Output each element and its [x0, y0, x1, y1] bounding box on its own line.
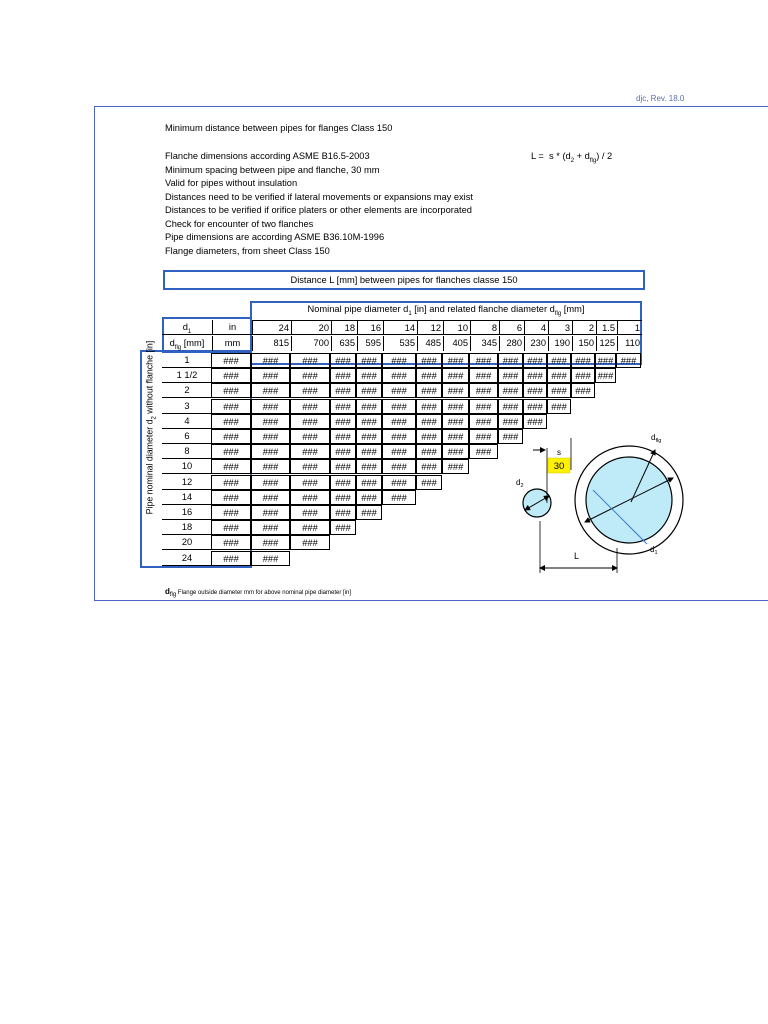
revision-label: djc, Rev. 18.0 — [636, 94, 685, 103]
distance-cell: ### — [382, 459, 416, 474]
pipe-spacing-diagram — [505, 428, 695, 578]
dflg-sub: flg — [655, 438, 662, 444]
distance-cell: ### — [523, 383, 547, 398]
distance-cell: ### — [382, 368, 416, 383]
distance-cell: ### — [442, 353, 469, 368]
note-item: Valid for pipes without insulation — [165, 178, 298, 188]
distance-cell: ### — [290, 535, 330, 550]
distance-cell: ### — [330, 429, 356, 444]
distance-cell: ### — [571, 383, 595, 398]
d1-header — [162, 320, 212, 335]
distance-cell: ### — [330, 383, 356, 398]
flange-diameter-header: 485 — [417, 336, 443, 351]
formula-sub-2: 2 — [570, 157, 575, 164]
distance-cell: ### — [547, 368, 571, 383]
note-item: Minimum spacing between pipe and flanche, 30 mm — [165, 164, 380, 175]
distance-cell: ### — [290, 368, 330, 383]
distance-cell: ### — [498, 429, 523, 444]
distance-cell: ### — [469, 368, 498, 383]
table-banner: Distance L [mm] between pipes for flanches classe 150 — [163, 270, 645, 290]
distance-cell: ### — [442, 399, 469, 414]
page-title: Minimum distance between pipes for flanges Class 150 — [165, 123, 393, 133]
row-axis-sub: 2 — [151, 416, 158, 420]
distance-cell: ### — [356, 475, 382, 490]
distance-cell: ### — [382, 429, 416, 444]
distance-cell: ### — [416, 459, 442, 474]
distance-cell: ### — [211, 459, 251, 474]
pipe-size-header: 18 — [331, 320, 357, 335]
distance-cell: ### — [290, 505, 330, 520]
distance-cell: ### — [523, 399, 547, 414]
distance-cell: ### — [469, 444, 498, 459]
pipe-size-header: 4 — [524, 320, 548, 335]
dflg-text: d — [169, 338, 175, 348]
distance-cell: ### — [251, 535, 290, 550]
formula-sub-flg: flg — [589, 157, 597, 164]
row-label: 8 — [162, 444, 212, 459]
distance-cell: ### — [442, 444, 469, 459]
flange-diameter-header: 405 — [443, 336, 470, 351]
row-label: 18 — [162, 520, 212, 535]
formula-plus: + d — [574, 151, 590, 161]
distance-cell: ### — [330, 505, 356, 520]
footnote-text: Flange outside diameter mm for above nominal pipe diameter [in] — [176, 590, 351, 596]
distance-cell: ### — [498, 368, 523, 383]
distance-cell: ### — [469, 383, 498, 398]
note-item: Flange diameters, from sheet Class 150 — [165, 245, 330, 256]
d2-sub: 2 — [520, 483, 524, 489]
distance-cell: ### — [442, 414, 469, 429]
row-label: 10 — [162, 459, 212, 474]
d2-label — [516, 478, 524, 489]
distance-cell: ### — [442, 429, 469, 444]
distance-cell: ### — [251, 490, 290, 505]
row-axis-text: Pipe nominal diameter d — [144, 419, 155, 515]
distance-cell: ### — [547, 399, 571, 414]
note-item: Pipe dimensions are according ASME B36.10M-1996 — [165, 232, 385, 242]
pipe-size-header: 16 — [357, 320, 383, 335]
distance-cell: ### — [356, 353, 382, 368]
distance-cell: ### — [571, 368, 595, 383]
nominal-end-text: [mm] — [561, 304, 585, 314]
distance-cell: ### — [416, 444, 442, 459]
distance-cell: ### — [211, 353, 251, 368]
distance-cell: ### — [211, 368, 251, 383]
distance-cell: ### — [290, 399, 330, 414]
distance-cell: ### — [290, 353, 330, 368]
d1-sub: 1 — [187, 328, 192, 335]
flange-diameter-header: 700 — [291, 336, 331, 351]
distance-cell: ### — [330, 475, 356, 490]
distance-cell: ### — [382, 475, 416, 490]
footnote-symbol: d — [165, 587, 170, 596]
distance-cell: ### — [442, 459, 469, 474]
distance-cell: ### — [330, 490, 356, 505]
dflg-label — [651, 433, 661, 444]
pipe-size-header: 14 — [383, 320, 417, 335]
distance-cell: ### — [330, 399, 356, 414]
row-label: 2 — [162, 383, 212, 398]
distance-cell: ### — [523, 414, 547, 429]
distance-cell: ### — [498, 383, 523, 398]
spacing-label: s — [557, 448, 561, 457]
row-label: 24 — [162, 551, 212, 566]
distance-cell: ### — [356, 444, 382, 459]
distance-cell: ### — [382, 444, 416, 459]
distance-cell: ### — [211, 383, 251, 398]
row-label: 3 — [162, 399, 212, 414]
L-label: L — [574, 551, 580, 561]
distance-cell: ### — [251, 414, 290, 429]
distance-cell: ### — [595, 368, 616, 383]
distance-cell: ### — [251, 429, 290, 444]
distance-cell: ### — [290, 414, 330, 429]
distance-cell: ### — [211, 520, 251, 535]
distance-cell: ### — [416, 475, 442, 490]
dflg-sub: flg — [174, 344, 182, 351]
pipe-size-header: 20 — [291, 320, 331, 335]
distance-cell: ### — [330, 520, 356, 535]
distance-cell: ### — [211, 535, 251, 550]
formula — [531, 150, 612, 168]
pipe-size-header: 1.5 — [596, 320, 617, 335]
flange-diameter-header: 635 — [331, 336, 357, 351]
distance-cell: ### — [416, 383, 442, 398]
spacing-value: 30 — [553, 461, 565, 472]
distance-cell: ### — [211, 551, 251, 566]
distance-cell: ### — [547, 383, 571, 398]
distance-cell: ### — [251, 368, 290, 383]
distance-cell: ### — [498, 399, 523, 414]
row-label: 1 1/2 — [162, 368, 212, 383]
distance-cell: ### — [251, 551, 290, 566]
distance-cell: ### — [356, 459, 382, 474]
distance-cell: ### — [356, 505, 382, 520]
flange-diameter-header: 230 — [524, 336, 548, 351]
pipe-size-header: 8 — [470, 320, 499, 335]
footnote — [165, 587, 351, 598]
row-label: 14 — [162, 490, 212, 505]
note-item: Check for encounter of two flanches — [165, 218, 314, 229]
d1-text: d — [650, 545, 655, 554]
row-axis-label — [144, 340, 158, 515]
distance-cell: ### — [251, 475, 290, 490]
distance-cell: ### — [382, 414, 416, 429]
distance-cell: ### — [595, 353, 616, 368]
distance-cell: ### — [469, 414, 498, 429]
distance-cell: ### — [330, 353, 356, 368]
nominal-mid-text: [in] and related flanche diameter d — [411, 304, 555, 314]
distance-cell: ### — [211, 399, 251, 414]
distance-cell: ### — [469, 353, 498, 368]
row-axis-end: without flanche [in] — [144, 340, 155, 417]
nominal-diameter-header — [252, 304, 640, 317]
flange-diameter-header: 815 — [252, 336, 291, 351]
dflg-text: d — [651, 433, 656, 442]
note-item: Distances to be verified if orifice platers or other elements are incorporated — [165, 205, 472, 215]
distance-cell: ### — [330, 459, 356, 474]
footnote-symbol-sub: flg — [169, 592, 177, 599]
distance-cell: ### — [382, 383, 416, 398]
flange-diameter-header: 190 — [548, 336, 572, 351]
pipe-size-header: 3 — [548, 320, 572, 335]
row-label: 20 — [162, 535, 212, 550]
distance-cell: ### — [211, 505, 251, 520]
flange-diameter-header: 535 — [383, 336, 417, 351]
distance-cell: ### — [356, 414, 382, 429]
distance-cell: ### — [290, 459, 330, 474]
pipe-size-header: 1 — [617, 320, 642, 335]
pipe-size-header: 6 — [499, 320, 524, 335]
d2-text: d — [516, 478, 521, 487]
row-label: 16 — [162, 505, 212, 520]
distance-cell: ### — [330, 368, 356, 383]
flange-diameter-header: 280 — [499, 336, 524, 351]
distance-cell: ### — [211, 414, 251, 429]
distance-cell: ### — [330, 414, 356, 429]
distance-cell: ### — [251, 399, 290, 414]
note-item: Flanche dimensions according ASME B16.5-2003 — [165, 151, 370, 161]
distance-cell: ### — [356, 368, 382, 383]
row-label: 12 — [162, 475, 212, 490]
nominal-sub-1: 1 — [408, 310, 412, 317]
formula-body: s * (d — [549, 151, 571, 161]
distance-cell: ### — [416, 429, 442, 444]
distance-cell: ### — [290, 475, 330, 490]
distance-cell: ### — [251, 444, 290, 459]
distance-cell: ### — [416, 368, 442, 383]
distance-cell: ### — [251, 505, 290, 520]
distance-cell: ### — [571, 353, 595, 368]
distance-cell: ### — [416, 414, 442, 429]
notes-list — [165, 150, 473, 258]
distance-cell: ### — [416, 353, 442, 368]
distance-cell: ### — [523, 368, 547, 383]
dflg-suffix: [mm] — [181, 338, 205, 348]
distance-cell: ### — [498, 353, 523, 368]
flange-diameter-header: 125 — [596, 336, 617, 351]
distance-cell: ### — [547, 353, 571, 368]
distance-cell: ### — [251, 459, 290, 474]
distance-cell: ### — [382, 399, 416, 414]
distance-cell: ### — [211, 490, 251, 505]
pipe-size-header: 2 — [572, 320, 596, 335]
pipe-size-header: 24 — [252, 320, 291, 335]
distance-cell: ### — [469, 399, 498, 414]
note-item: Distances need to be verified if lateral movements or expansions may exist — [165, 191, 473, 202]
distance-cell: ### — [251, 383, 290, 398]
pipe-size-header: 12 — [417, 320, 443, 335]
distance-cell: ### — [290, 520, 330, 535]
distance-cell: ### — [442, 383, 469, 398]
flange-diameter-header: 110 — [617, 336, 642, 351]
formula-end: ) / 2 — [596, 151, 613, 161]
distance-cell: ### — [290, 444, 330, 459]
flange-diameter-header: 345 — [470, 336, 499, 351]
distance-cell: ### — [523, 353, 547, 368]
distance-cell: ### — [211, 444, 251, 459]
dflg-header — [162, 336, 212, 351]
d1-text: d — [182, 322, 188, 332]
row-label: 4 — [162, 414, 212, 429]
distance-cell: ### — [382, 490, 416, 505]
d1-sub: 1 — [654, 550, 658, 556]
row-label: 1 — [162, 353, 212, 368]
distance-cell: ### — [211, 475, 251, 490]
distance-cell: ### — [290, 490, 330, 505]
distance-cell: ### — [330, 444, 356, 459]
row-label: 6 — [162, 429, 212, 444]
distance-cell: ### — [416, 399, 442, 414]
pipe-size-header: 10 — [443, 320, 470, 335]
dflg-unit: mm — [212, 336, 252, 351]
distance-cell: ### — [382, 353, 416, 368]
distance-cell: ### — [442, 368, 469, 383]
distance-cell: ### — [290, 429, 330, 444]
d1-unit: in — [212, 320, 252, 335]
distance-cell: ### — [251, 520, 290, 535]
nominal-header-text: Nominal pipe diameter d — [307, 304, 409, 314]
flange-diameter-header: 595 — [357, 336, 383, 351]
distance-cell: ### — [251, 353, 290, 368]
distance-cell: ### — [616, 353, 641, 368]
distance-cell: ### — [211, 429, 251, 444]
distance-cell: ### — [356, 429, 382, 444]
distance-cell: ### — [469, 429, 498, 444]
flange-diameter-header: 150 — [572, 336, 596, 351]
distance-cell: ### — [356, 399, 382, 414]
distance-cell: ### — [290, 383, 330, 398]
distance-cell: ### — [356, 490, 382, 505]
distance-cell: ### — [356, 383, 382, 398]
nominal-sub-flg: flg — [554, 310, 562, 317]
distance-cell: ### — [498, 414, 523, 429]
formula-prefix: L = — [531, 151, 544, 161]
